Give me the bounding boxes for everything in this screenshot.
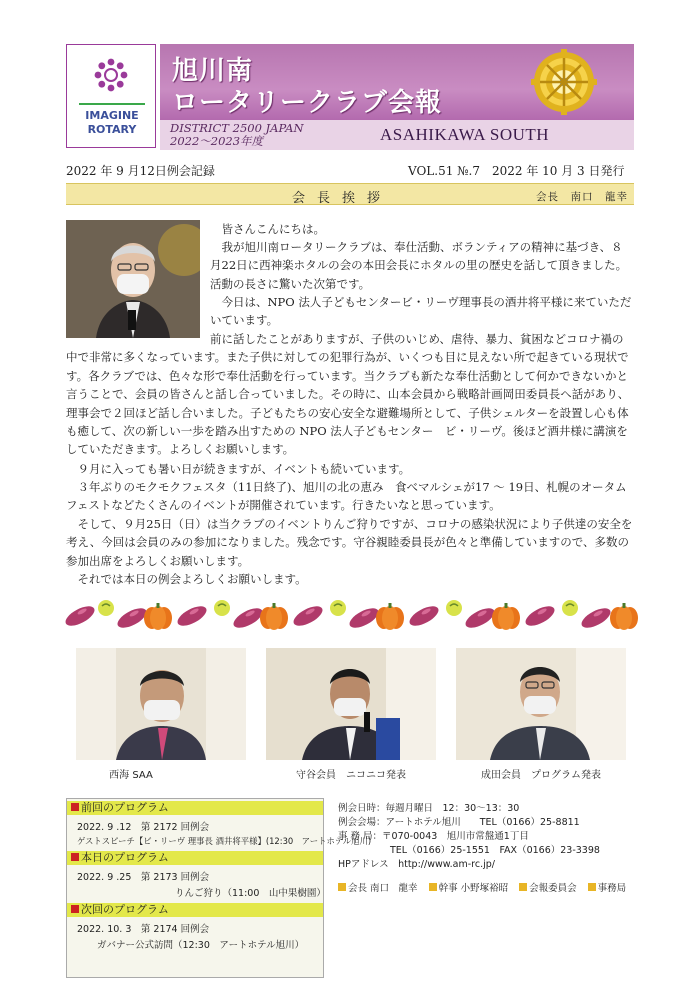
next-program-header — [67, 903, 323, 917]
today-program-desc: りんご狩り（11:00 山中果樹園） — [175, 888, 326, 899]
today-program-header — [67, 851, 323, 865]
rotary-wheel-icon — [530, 48, 598, 116]
photo-saa — [76, 648, 246, 760]
prev-program-desc: ゲストスピーチ【ビ・リーヴ 理事長 酒井将平様】(12:30 アートホテル旭川) — [77, 836, 372, 846]
greeting-paragraph-7: そして、９月25日（日）は当クラブのイベントりんご狩りですが、コロナの感染状況により子供達の安全を考え、今回は会員のみの参加になりました。残念です。守谷親睦委員長が色々と準備していますので、多数の参加出席をよろしくお願いします。 — [66, 517, 633, 568]
greeting-paragraph-2: 我が旭川南ロータリークラブは、奉仕活動、ボランティアの精神に基づき、８月22日に西神楽ホタルの会の本田会長にホタルの里の歴史を話して頂きました。活動の長さに驚いた次第です。 — [210, 240, 628, 291]
role-office-text: 事務局 — [597, 883, 627, 894]
role-office — [588, 883, 627, 894]
caption-moriya: 守谷会員 ニコニコ発表 — [296, 770, 406, 781]
officer-roles — [338, 880, 634, 894]
autumn-fruit-decoration — [62, 596, 642, 636]
district-info — [170, 122, 304, 148]
program-box — [66, 798, 372, 978]
logo-text-imagine: IMAGINE — [85, 109, 139, 122]
president-photo — [66, 220, 200, 338]
greeting-paragraph-1: 皆さんこんにちは。 — [221, 222, 325, 236]
role-marker-icon — [519, 883, 527, 891]
club-english-name: ASAHIKAWA SOUTH — [380, 125, 550, 144]
logo-divider — [79, 103, 145, 105]
homepage-url: HPアドレス http://www.am-rc.jp/ — [338, 859, 495, 870]
role-marker-icon — [429, 883, 437, 891]
role-marker-icon — [338, 883, 346, 891]
flower-icon — [93, 57, 129, 93]
greeting-paragraph-5: ９月に入っても暑い日が続きますが、イベントも続いています。 — [77, 462, 411, 476]
imagine-rotary-logo — [66, 44, 156, 148]
meeting-venue: 例会会場：アートホテル旭川 TEL（0166）25-8811 — [338, 817, 580, 828]
section-header — [66, 183, 634, 205]
office-address: 事 務 局：〒070-0043 旭川市常盤通1丁目 — [338, 831, 529, 842]
greeting-paragraph-8: それでは本日の例会よろしくお願いします。 — [77, 572, 307, 586]
office-phone: TEL（0166）25-1551 FAX（0166）23-3398 — [390, 845, 600, 856]
section-author: 会長 南口 龍幸 — [536, 191, 628, 203]
district-label: DISTRICT 2500 JAPAN — [170, 121, 304, 135]
role-president-text: 会長 南口 龍幸 — [348, 883, 418, 894]
club-name: 旭川南 — [172, 56, 254, 86]
meeting-record-date: 2022 年 9 月12日例会記録 — [66, 164, 215, 178]
newsletter-header — [0, 0, 700, 150]
role-marker-icon — [588, 883, 596, 891]
greeting-paragraph-4 — [66, 330, 634, 459]
issue-info: VOL.51 №.7 2022 年 10 月 3 日発行 — [408, 164, 625, 178]
logo-text-rotary: ROTARY — [87, 123, 137, 136]
role-committee — [519, 883, 577, 894]
prev-program-header — [67, 801, 323, 815]
role-president — [338, 883, 418, 894]
today-program-title: 本日のプログラム — [81, 851, 169, 864]
section-title: 会長挨拶 — [292, 191, 393, 206]
caption-saa: 西海 SAA — [109, 770, 153, 781]
next-program-title: 次回のプログラム — [81, 903, 169, 916]
meeting-time: 例会日時：毎週月曜日 12：30〜13：30 — [338, 803, 520, 814]
photo-moriya — [266, 648, 436, 760]
prev-program-date: 2022. 9 .12 第 2172 回例会 — [77, 822, 210, 833]
fiscal-year: 2022〜2023年度 — [170, 134, 264, 148]
next-program-date: 2022. 10. 3 第 2174 回例会 — [77, 924, 210, 935]
greeting-paragraph-4-text: 前に話したことがありますが、子供のいじめ、虐待、暴力、貧困などコロナ禍の中で非常に多くなっています。また子供に対しての犯罪行為が、いくつも目に見えない所で起きている現状です。各クラブでは、色々な形で奉仕活動を行っています。当クラブも新たな奉仕活動として何かできないかと言うことで、会員の皆さんと話し合っていました。その時に、山本会員から戦略計画岡田委員長へ話があり、理事会で２回ほど話し合いました。子どもたちの安心安全な避難場所として、子供シェルターを設置し心も体も癒して、次の新しい一歩を踏み出すための NPO 法人子どもセンター ビ・リーヴ。後ほど酒井様に講演をしていただきます。よろしくお願いします。 — [66, 332, 630, 457]
caption-narita: 成田会員 プログラム発表 — [481, 770, 601, 781]
next-program-desc: ガバナー公式訪問（12:30 アートホテル旭川） — [97, 940, 305, 951]
newsletter-title: ロータリークラブ会報 — [172, 88, 443, 118]
photo-narita — [456, 648, 626, 760]
today-program-date: 2022. 9 .25 第 2173 回例会 — [77, 872, 210, 883]
prev-program-title: 前回のプログラム — [81, 801, 169, 814]
greeting-paragraph-3: 今日は、NPO 法人子どもセンタービ・リーヴ理事長の酒井将平様に来ていただいています。 — [210, 295, 632, 328]
role-secretary-text: 幹事 小野塚裕昭 — [438, 883, 509, 894]
greeting-paragraph-6: ３年ぶりのモクモクフェスタ（11日終了)、旭川の北の恵み 食べマルシェが17 〜 19日、札幌のオータムフェストなどたくさんのイベントが開催されています。行きたいなと思っています。 — [66, 480, 627, 513]
role-secretary — [429, 883, 509, 894]
role-committee-text: 会報委員会 — [529, 883, 577, 894]
